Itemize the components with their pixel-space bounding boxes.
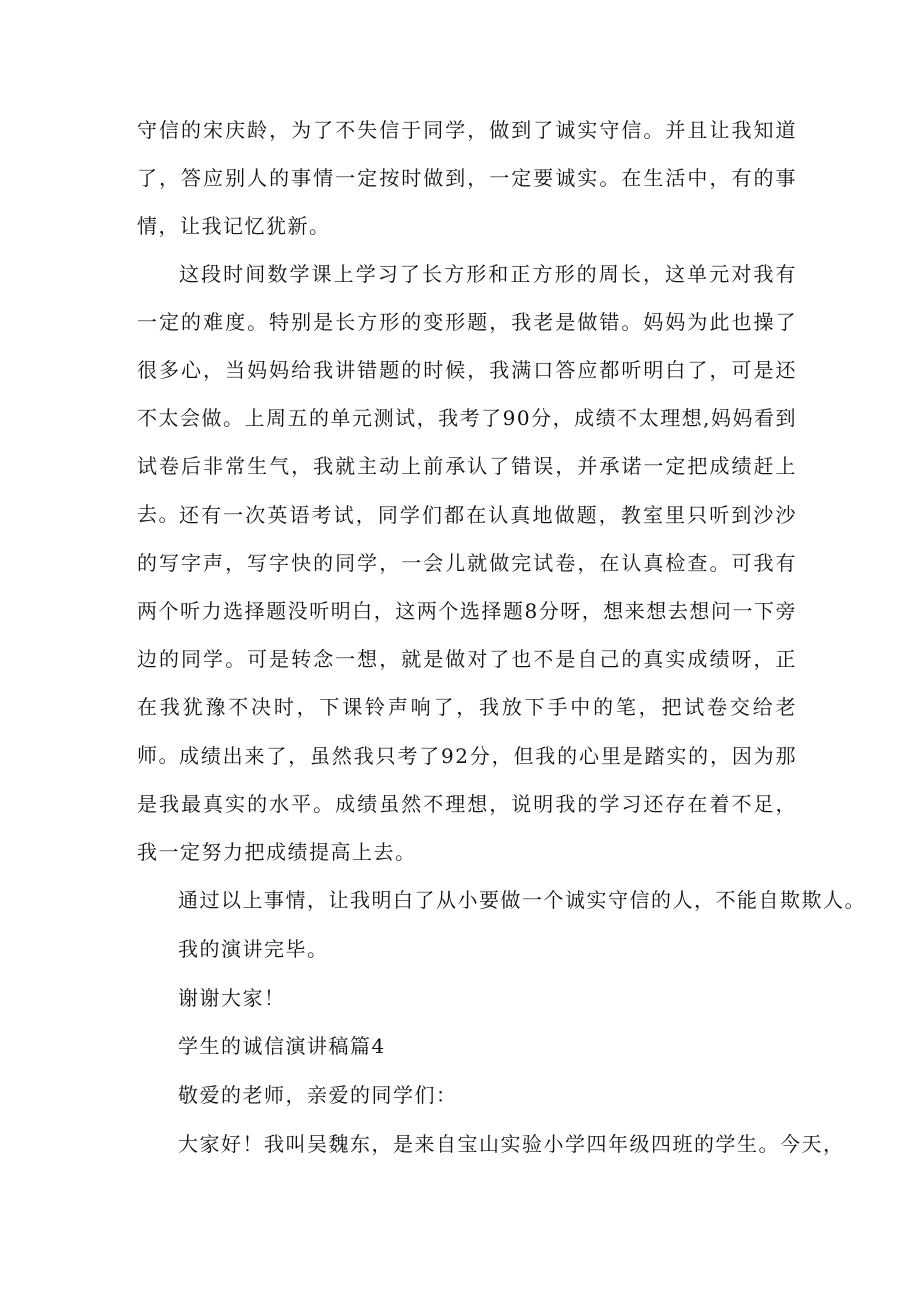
paragraph-7: 谢谢大家！ xyxy=(178,986,286,1010)
paragraph-6: 我的演讲完毕。 xyxy=(178,937,329,961)
paragraph-intro: 大家好！我叫吴魏东，是来自宝山实验小学四年级四班的学生。今天， xyxy=(178,1132,845,1156)
paragraph-4: 成绩出来了，虽然我只考了92分，但我的心里是踏实的，因为那是我最真实的水平。成绩虽然不理想，说明我的学习还存在着不足，我一定努力把成绩提高上去。 xyxy=(137,744,797,864)
paragraph-1: 守信的宋庆龄，为了不失信于同学，做到了诚实守信。并且让我知道了，答应别人的事情一定按时做到，一定要诚实。在生活中，有的事情，让我记忆犹新。 xyxy=(137,118,797,238)
section-heading: 学生的诚信演讲稿篇4 xyxy=(178,1034,386,1058)
salutation: 敬爱的老师，亲爱的同学们： xyxy=(178,1083,458,1107)
paragraph-2: 这段时间数学课上学习了长方形和正方形的周长，这单元对我有一定的难度。特别是长方形的变形题，我老是做错。妈妈为此也操了很多心，当妈妈给我讲错题的时候，我满口答应都听明白了，可是还不太会做。上周五的单元测试，我考了90分，成绩不太理想,妈妈看到试卷后非常生气，我就主动上前承认了错误，并承诺一定把成绩赶上去。 xyxy=(137,262,797,526)
paragraph-3: 还有一次英语考试，同学们都在认真地做题，教室里只听到沙沙的写字声，写字快的同学，一会儿就做完试卷，在认真检查。可我有两个听力选择题没听明白，这两个选择题8分呀，想来想去想问一下旁边的同学。可是转念一想，就是做对了也不是自己的真实成绩呀，正在我犹豫不决时，下课铃声响了，我放下手中的笔，把试卷交给老师。 xyxy=(137,503,797,767)
paragraph-5: 通过以上事情，让我明白了从小要做一个诚实守信的人，不能自欺欺人。 xyxy=(178,888,866,912)
